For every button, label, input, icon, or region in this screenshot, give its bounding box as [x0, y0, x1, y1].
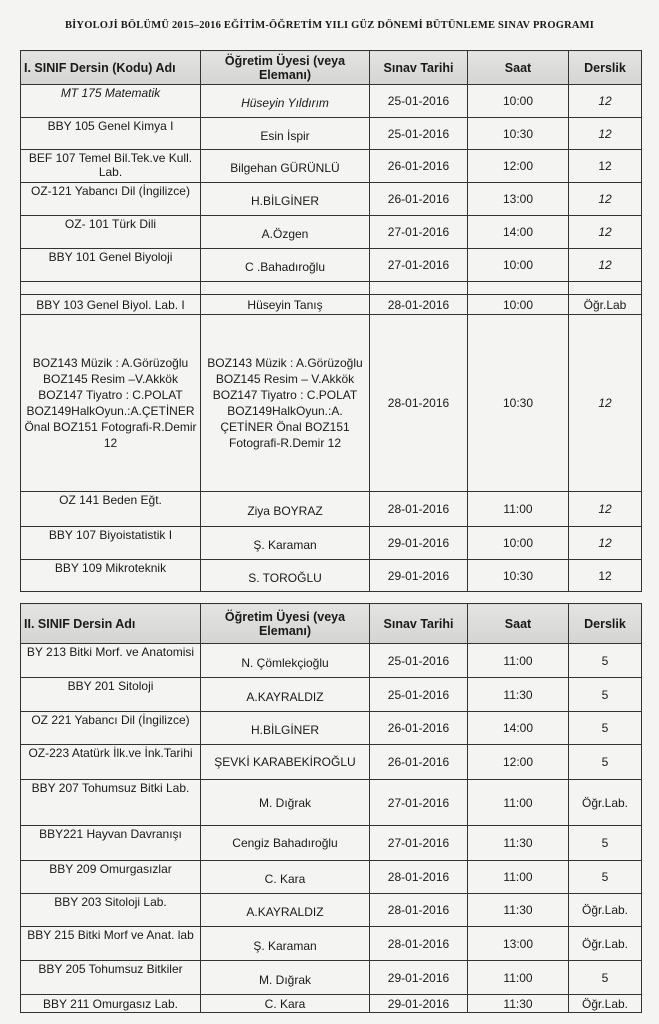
- exam-room: 12: [569, 492, 642, 527]
- table-row: [21, 249, 642, 282]
- exam-room: 12: [569, 249, 642, 282]
- exam-room: 5: [569, 678, 642, 712]
- table-row: [21, 118, 642, 150]
- course-name: BBY 101 Genel Biyoloji: [21, 249, 201, 282]
- table-row: [21, 780, 642, 826]
- header-date: Sınav Tarihi: [370, 604, 468, 644]
- exam-date: 29-01-2016: [370, 995, 468, 1013]
- teacher-name: H.BİLGİNER: [201, 183, 370, 216]
- course-name: BEF 107 Temel Bil.Tek.ve Kull. Lab.: [21, 150, 201, 183]
- header-date: Sınav Tarihi: [370, 51, 468, 85]
- teacher-name: H.BİLGİNER: [201, 712, 370, 745]
- exam-time: 10:00: [468, 85, 569, 118]
- course-name: BBY 207 Tohumsuz Bitki Lab.: [21, 780, 201, 826]
- exam-date: 27-01-2016: [370, 780, 468, 826]
- course-name: BBY 205 Tohumsuz Bitkiler: [21, 961, 201, 995]
- exam-room: 5: [569, 961, 642, 995]
- table-spacer-row: [21, 282, 642, 295]
- teacher-name: A.Özgen: [201, 216, 370, 249]
- exam-room: Öğr.Lab: [569, 295, 642, 315]
- teacher-name: M. Dığrak: [201, 780, 370, 826]
- table-row: [21, 183, 642, 216]
- teacher-name: N. Çömlekçioğlu: [201, 644, 370, 678]
- exam-date: 28-01-2016: [370, 927, 468, 961]
- exam-room: 5: [569, 712, 642, 745]
- exam-date: 28-01-2016: [370, 295, 468, 315]
- teacher-name: Hüseyin Yıldırım: [201, 85, 370, 118]
- teacher-name: Esin İspir: [201, 118, 370, 150]
- teacher-name: A.KAYRALDIZ: [201, 678, 370, 712]
- exam-time: 10:00: [468, 295, 569, 315]
- exam-date: 26-01-2016: [370, 183, 468, 216]
- header-room: Derslik: [569, 604, 642, 644]
- course-name: MT 175 Matematik: [21, 85, 201, 118]
- teacher-name: S. TOROĞLU: [201, 560, 370, 592]
- teacher-name: Ziya BOYRAZ: [201, 492, 370, 527]
- exam-room: Öğr.Lab.: [569, 927, 642, 961]
- course-name: BBY 109 Mikroteknik: [21, 560, 201, 592]
- spacer-cell: [569, 282, 642, 295]
- document-title: BİYOLOJİ BÖLÜMÜ 2015–2016 EĞİTİM-ÖĞRETİM YILI GÜZ DÖNEMİ BÜTÜNLEME SINAV PROGRAMI: [64, 20, 595, 31]
- exam-room: 12: [569, 183, 642, 216]
- course-name: BBY 211 Omurgasız Lab.: [21, 995, 201, 1013]
- exam-room: 5: [569, 861, 642, 894]
- course-name: BBY 215 Bitki Morf ve Anat. lab: [21, 927, 201, 961]
- exam-room: 12: [569, 85, 642, 118]
- exam-room: 5: [569, 745, 642, 780]
- course-name: OZ- 101 Türk Dili: [21, 216, 201, 249]
- teacher-name: M. Dığrak: [201, 961, 370, 995]
- exam-room: 5: [569, 644, 642, 678]
- teacher-name: Hüseyin Tanış: [201, 295, 370, 315]
- teacher-name: Ş. Karaman: [201, 527, 370, 560]
- exam-time: 13:00: [468, 927, 569, 961]
- table-row: [21, 745, 642, 780]
- table-row: [21, 295, 642, 315]
- exam-time: 13:00: [468, 183, 569, 216]
- exam-room: 12: [569, 527, 642, 560]
- teacher-name: Cengiz Bahadıroğlu: [201, 826, 370, 861]
- exam-date: 27-01-2016: [370, 249, 468, 282]
- table-row: [21, 961, 642, 995]
- table-row: [21, 995, 642, 1013]
- exam-time: 11:00: [468, 861, 569, 894]
- exam-time: 11:00: [468, 961, 569, 995]
- exam-date: 28-01-2016: [370, 894, 468, 927]
- course-name: OZ-223 Atatürk İlk.ve İnk.Tarihi: [21, 745, 201, 780]
- course-name: BBY 105 Genel Kimya I: [21, 118, 201, 150]
- course-name: BBY 203 Sitoloji Lab.: [21, 894, 201, 927]
- table-row: [21, 315, 642, 492]
- teacher-name: A.KAYRALDIZ: [201, 894, 370, 927]
- exam-date: 26-01-2016: [370, 150, 468, 183]
- exam-time: 11:00: [468, 644, 569, 678]
- exam-date: 28-01-2016: [370, 315, 468, 492]
- exam-date: 26-01-2016: [370, 712, 468, 745]
- exam-time: 11:00: [468, 492, 569, 527]
- exam-time: 10:00: [468, 249, 569, 282]
- course-name: BBY 209 Omurgasızlar: [21, 861, 201, 894]
- teacher-name: Ş. Karaman: [201, 927, 370, 961]
- course-name: BBY 201 Sitoloji: [21, 678, 201, 712]
- header-time: Saat: [468, 604, 569, 644]
- table-row: [21, 678, 642, 712]
- header-teacher: Öğretim Üyesi (veya Elemanı): [201, 604, 370, 644]
- exam-room: Öğr.Lab.: [569, 995, 642, 1013]
- exam-time: 10:00: [468, 527, 569, 560]
- course-name: BBY 103 Genel Biyol. Lab. I: [21, 295, 201, 315]
- second-year-exam-table: [20, 603, 642, 1013]
- exam-room: 5: [569, 826, 642, 861]
- spacer-cell: [21, 282, 201, 295]
- course-name: OZ 141 Beden Eğt.: [21, 492, 201, 527]
- header-time: Saat: [468, 51, 569, 85]
- exam-time: 12:00: [468, 745, 569, 780]
- header-teacher: Öğretim Üyesi (veya Elemanı): [201, 51, 370, 85]
- teacher-name: BOZ143 Müzik : A.Görüzoğlu BOZ145 Resim – V.Akkök BOZ147 Tiyatro : C.POLAT BOZ149HalkOyun.:A. ÇETİNER Önal BOZ151 Fotografi-R.Demir 12: [201, 315, 370, 492]
- table-row: [21, 560, 642, 592]
- course-name: OZ 221 Yabancı Dil (İngilizce): [21, 712, 201, 745]
- table-row: [21, 85, 642, 118]
- spacer-cell: [201, 282, 370, 295]
- table-row: [21, 712, 642, 745]
- course-name: BBY221 Hayvan Davranışı: [21, 826, 201, 861]
- exam-date: 29-01-2016: [370, 527, 468, 560]
- first-year-exam-table: [20, 50, 642, 592]
- table-row: [21, 927, 642, 961]
- exam-date: 28-01-2016: [370, 861, 468, 894]
- exam-time: 10:30: [468, 560, 569, 592]
- table-row: [21, 527, 642, 560]
- exam-time: 10:30: [468, 315, 569, 492]
- course-name: BOZ143 Müzik : A.Görüzoğlu BOZ145 Resim –V.Akkök BOZ147 Tiyatro : C.POLAT BOZ149HalkOyun.:A.ÇETİNER Önal BOZ151 Fotografi-R.Demir 12: [21, 315, 201, 492]
- exam-room: Öğr.Lab.: [569, 894, 642, 927]
- exam-date: 26-01-2016: [370, 745, 468, 780]
- header-course: II. SINIF Dersin Adı: [21, 604, 201, 644]
- exam-time: 14:00: [468, 216, 569, 249]
- exam-time: 11:30: [468, 826, 569, 861]
- table-row: [21, 644, 642, 678]
- exam-date: 28-01-2016: [370, 492, 468, 527]
- spacer-cell: [370, 282, 468, 295]
- teacher-name: Bilgehan GÜRÜNLÜ: [201, 150, 370, 183]
- exam-date: 25-01-2016: [370, 85, 468, 118]
- course-name: OZ-121 Yabancı Dil (İngilizce): [21, 183, 201, 216]
- table-row: [21, 894, 642, 927]
- exam-date: 27-01-2016: [370, 826, 468, 861]
- exam-date: 25-01-2016: [370, 118, 468, 150]
- header-course: I. SINIF Dersin (Kodu) Adı: [21, 51, 201, 85]
- exam-room: 12: [569, 315, 642, 492]
- exam-time: 11:00: [468, 780, 569, 826]
- exam-room: 12: [569, 150, 642, 183]
- teacher-name: C. Kara: [201, 861, 370, 894]
- exam-date: 29-01-2016: [370, 961, 468, 995]
- exam-time: 11:30: [468, 678, 569, 712]
- course-name: BBY 107 Biyoistatistik I: [21, 527, 201, 560]
- header-room: Derslik: [569, 51, 642, 85]
- exam-date: 29-01-2016: [370, 560, 468, 592]
- teacher-name: C. Kara: [201, 995, 370, 1013]
- exam-date: 25-01-2016: [370, 644, 468, 678]
- table-row: [21, 492, 642, 527]
- table-row: [21, 150, 642, 183]
- exam-time: 12:00: [468, 150, 569, 183]
- table-row: [21, 216, 642, 249]
- exam-time: 10:30: [468, 118, 569, 150]
- exam-room: 12: [569, 560, 642, 592]
- teacher-name: C .Bahadıroğlu: [201, 249, 370, 282]
- exam-time: 14:00: [468, 712, 569, 745]
- exam-time: 11:30: [468, 995, 569, 1013]
- exam-room: 12: [569, 118, 642, 150]
- table-row: [21, 826, 642, 861]
- spacer-cell: [468, 282, 569, 295]
- table-row: [21, 861, 642, 894]
- exam-room: 12: [569, 216, 642, 249]
- exam-time: 11:30: [468, 894, 569, 927]
- course-name: BY 213 Bitki Morf. ve Anatomisi: [21, 644, 201, 678]
- exam-date: 27-01-2016: [370, 216, 468, 249]
- teacher-name: ŞEVKİ KARABEKİROĞLU: [201, 745, 370, 780]
- exam-date: 25-01-2016: [370, 678, 468, 712]
- exam-room: Öğr.Lab.: [569, 780, 642, 826]
